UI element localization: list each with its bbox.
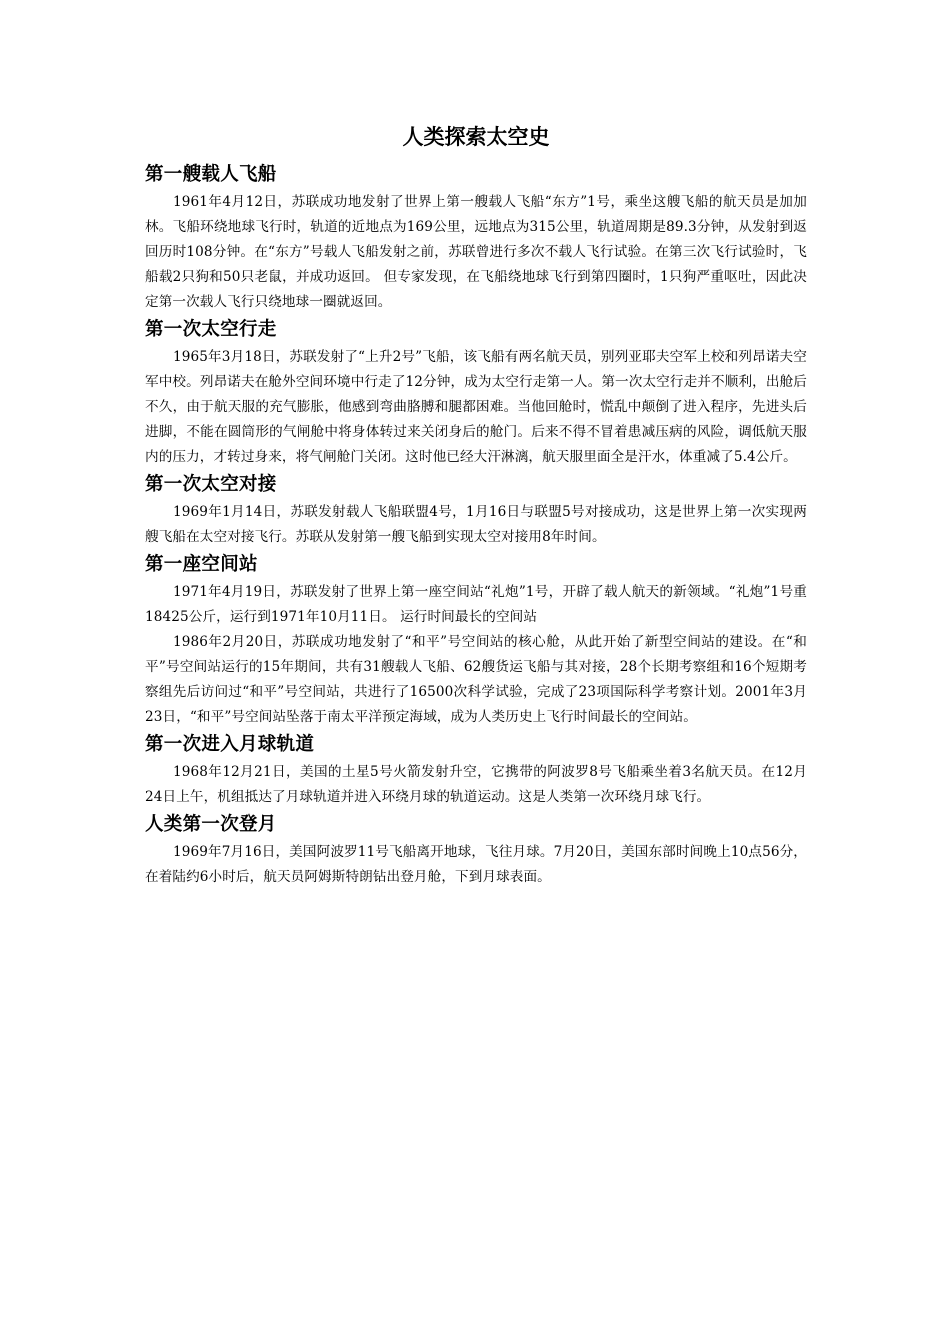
section-paragraph: 1961年4月12日，苏联成功地发射了世界上第一艘载人飞船“东方”1号，乘坐这艘飞船的航天员是加加林。飞船环绕地球飞行时，轨道的近地点为169公里，远地点为315公里，轨道周期是89.3分钟，从发射到返回历时108分钟。在“东方”号载人飞船发射之前，苏联曾进行多次不载人飞行试验。在第三次飞行试验时，飞船载2只狗和50只老鼠，并成功返回。 但专家发现，在飞船绕地球飞行到第四圈时，1只狗严重呕吐，因此决定第一次载人飞行只绕地球一圈就返回。 — [145, 194, 807, 310]
section-heading: 第一次太空行走 — [145, 319, 277, 340]
section-first-lunar-orbit — [145, 730, 807, 810]
section-paragraph: 1971年4月19日，苏联发射了世界上第一座空间站“礼炮”1号，开辟了载人航天的新领域。“礼炮”1号重18425公斤，运行到1971年10月11日。 运行时间最长的空间站 — [145, 584, 807, 625]
document-page — [145, 120, 807, 890]
section-heading: 第一次进入月球轨道 — [145, 734, 315, 755]
section-heading: 第一座空间站 — [145, 554, 258, 575]
section-first-crewed-spacecraft — [145, 160, 807, 315]
section-first-spacewalk — [145, 315, 807, 470]
section-first-space-station — [145, 550, 807, 730]
section-first-moon-landing — [145, 810, 807, 890]
section-heading: 第一艘载人飞船 — [145, 164, 277, 185]
section-paragraph: 1968年12月21日，美国的土星5号火箭发射升空，它携带的阿波罗8号飞船乘坐着3名航天员。在12月24日上午，机组抵达了月球轨道并进入环绕月球的轨道运动。这是人类第一次环绕月球飞行。 — [145, 764, 807, 805]
section-paragraph: 1969年1月14日，苏联发射载人飞船联盟4号，1月16日与联盟5号对接成功，这是世界上第一次实现两艘飞船在太空对接飞行。苏联从发射第一艘飞船到实现太空对接用8年时间。 — [145, 504, 807, 545]
section-paragraph: 1986年2月20日，苏联成功地发射了“和平”号空间站的核心舱，从此开始了新型空间站的建设。在“和平”号空间站运行的15年期间，共有31艘载人飞船、62艘货运飞船与其对接，28个长期考察组和16个短期考察组先后访问过“和平”号空间站，共进行了16500次科学试验，完成了23项国际科学考察计划。2001年3月23日，“和平”号空间站坠落于南太平洋预定海域，成为人类历史上飞行时间最长的空间站。 — [145, 634, 807, 725]
section-paragraph: 1969年7月16日，美国阿波罗11号飞船离开地球，飞往月球。7月20日，美国东部时间晚上10点56分，在着陆约6小时后，航天员阿姆斯特朗钻出登月舱，下到月球表面。 — [145, 844, 807, 885]
section-paragraph: 1965年3月18日，苏联发射了“上升2号”飞船，该飞船有两名航天员，别列亚耶夫空军上校和列昂诺夫空军中校。列昂诺夫在舱外空间环境中行走了12分钟，成为太空行走第一人。第一次太空行走并不顺利，出舱后不久，由于航天服的充气膨胀，他感到弯曲胳膊和腿都困难。当他回舱时，慌乱中颠倒了进入程序，先进头后进脚，不能在圆筒形的气闸舱中将身体转过来关闭身后的舱门。后来不得不冒着患减压病的风险，调低航天服内的压力，才转过身来，将气闸舱门关闭。这时他已经大汗淋漓，航天服里面全是汗水，体重减了5.4公斤。 — [145, 349, 807, 465]
section-first-docking — [145, 470, 807, 550]
section-heading: 第一次太空对接 — [145, 474, 277, 495]
document-title: 人类探索太空史 — [402, 124, 550, 149]
section-heading: 人类第一次登月 — [145, 814, 277, 835]
